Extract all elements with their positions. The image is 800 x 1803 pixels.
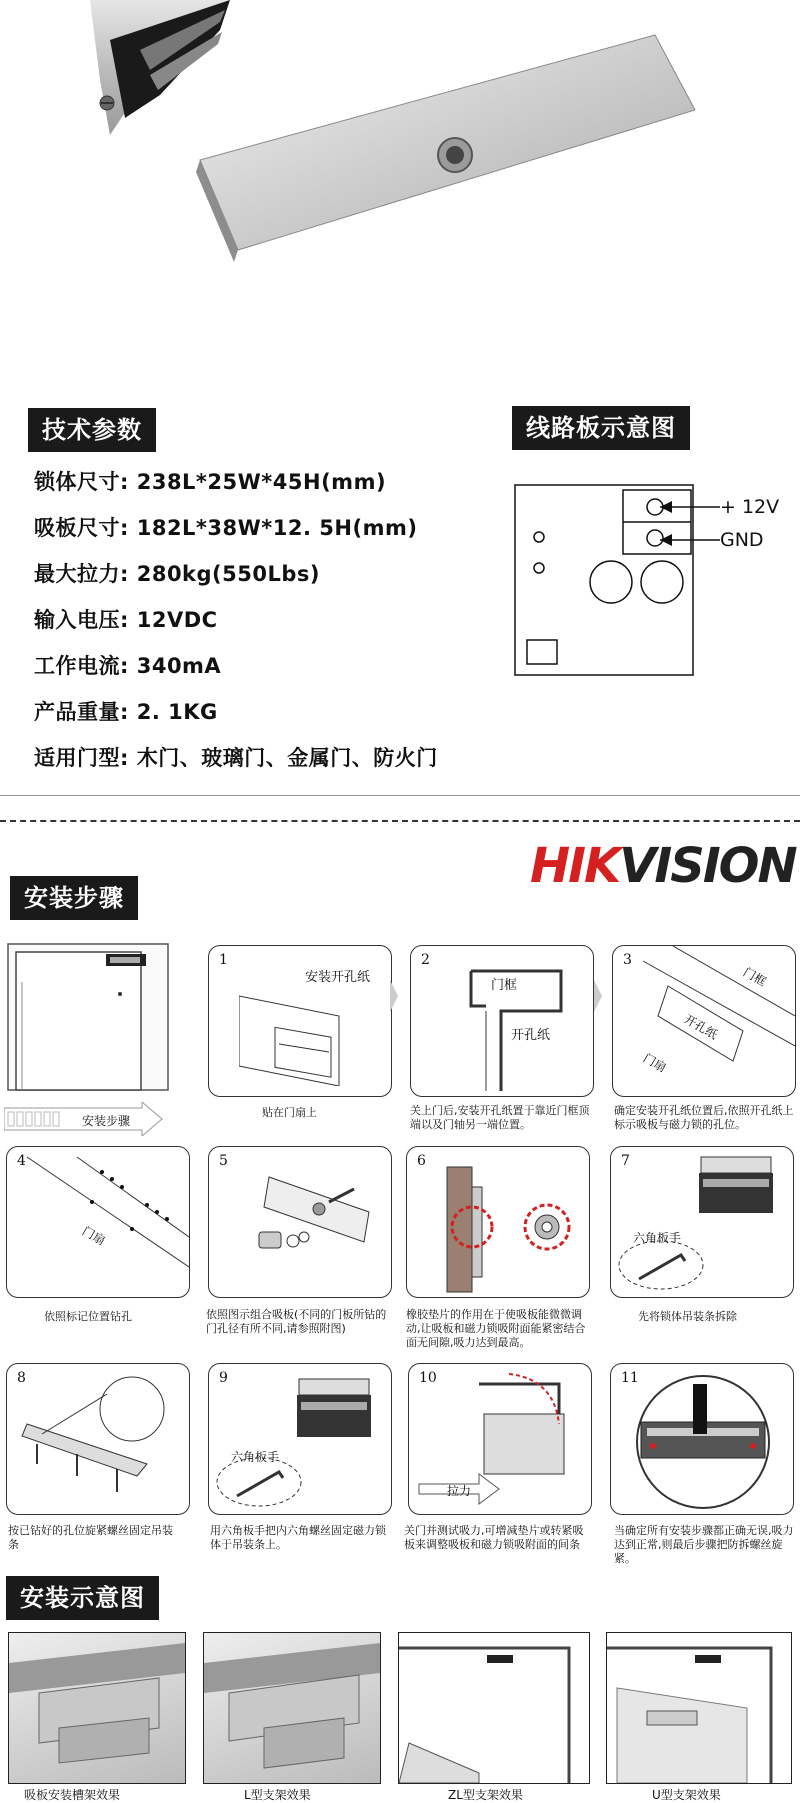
step-number: 10 xyxy=(419,1370,437,1386)
step-label: 六角板手 xyxy=(231,1450,280,1464)
step-label: 拉力 xyxy=(447,1484,472,1498)
spec-label: 工作电流: xyxy=(34,654,129,678)
specs-header: 技术参数 xyxy=(28,408,156,452)
spec-label: 产品重量: xyxy=(34,700,129,724)
photo-caption: U型支架效果 xyxy=(652,1788,721,1802)
install-arrow-label: 安装步骤 xyxy=(82,1114,131,1128)
step-number: 7 xyxy=(621,1153,630,1169)
spec-label: 输入电压: xyxy=(34,608,129,632)
step-illustration xyxy=(209,1147,391,1297)
spec-value: 280kg(550Lbs) xyxy=(136,562,320,586)
step-label: 安装开孔纸 xyxy=(305,970,371,985)
install-photo xyxy=(398,1632,590,1784)
step-card xyxy=(610,1146,794,1298)
spec-value: 木门、玻璃门、金属门、防火门 xyxy=(136,746,438,770)
step-number: 8 xyxy=(17,1370,26,1386)
step-caption: 先将锁体吊装条拆除 xyxy=(638,1310,737,1323)
step-card xyxy=(406,1146,590,1298)
spec-label: 最大拉力: xyxy=(34,562,129,586)
step-label: 门扇 xyxy=(640,1050,669,1075)
spec-row xyxy=(34,466,386,496)
spec-row xyxy=(34,650,221,680)
step-card xyxy=(208,1146,392,1298)
divider xyxy=(0,795,800,796)
step-arrow xyxy=(594,980,602,1012)
step-illustration xyxy=(409,1364,591,1514)
spec-label: 吸板尺寸: xyxy=(34,516,129,540)
step-illustration xyxy=(239,986,369,1086)
step-number: 5 xyxy=(219,1153,228,1169)
spec-value: 2. 1KG xyxy=(136,700,218,724)
step-caption: 依照标记位置钻孔 xyxy=(44,1310,132,1323)
step-arrow xyxy=(390,980,398,1012)
step-card xyxy=(410,945,594,1097)
step-card xyxy=(612,945,796,1097)
spec-row xyxy=(34,558,320,588)
spec-label: 锁体尺寸: xyxy=(34,470,129,494)
step-card xyxy=(6,1146,190,1298)
install-photo xyxy=(8,1632,186,1784)
spec-value: 12VDC xyxy=(136,608,218,632)
install-photo xyxy=(203,1632,381,1784)
step-number: 11 xyxy=(621,1370,639,1386)
step-caption: 当确定所有安装步骤都正确无误,吸力达到正常,则最后步骤把防拆螺丝旋紧。 xyxy=(614,1524,794,1565)
spec-value: 238L*25W*45H(mm) xyxy=(136,470,387,494)
step-illustration xyxy=(7,1147,189,1297)
step-illustration xyxy=(7,1364,189,1514)
step-caption: 橡胶垫片的作用在于使吸板能微微调动,让吸板和磁力锁吸附面能紧密结合面无间隙,吸力达到最高。 xyxy=(406,1308,586,1349)
step-card xyxy=(610,1363,794,1515)
hikvision-logo: HIKVISION xyxy=(530,838,796,894)
product-photo xyxy=(0,0,800,300)
photo-caption: ZL型支架效果 xyxy=(448,1788,523,1802)
step-card xyxy=(408,1363,592,1515)
spec-row xyxy=(34,696,218,726)
install-steps-header: 安装步骤 xyxy=(10,876,138,920)
step-number: 2 xyxy=(421,952,430,968)
step-number: 9 xyxy=(219,1370,228,1386)
step-caption: 确定安装开孔纸位置后,依照开孔纸上标示吸板与磁力锁的孔位。 xyxy=(614,1104,794,1131)
gnd-label: GND xyxy=(720,529,764,551)
install-photo xyxy=(606,1632,792,1784)
spec-value: 182L*38W*12. 5H(mm) xyxy=(136,516,418,540)
step-number: 4 xyxy=(17,1153,26,1169)
step-caption: 贴在门扇上 xyxy=(262,1106,317,1119)
step-label: 开孔纸 xyxy=(681,1011,720,1042)
spec-label: 适用门型: xyxy=(34,746,129,770)
step-illustration xyxy=(611,1147,793,1297)
plus-12v-label: + 12V xyxy=(720,496,780,518)
dashed-divider xyxy=(0,820,800,822)
step-label: 门框 xyxy=(491,978,518,993)
step-caption: 按已钻好的孔位旋紧螺丝固定吊装条 xyxy=(8,1524,173,1551)
photo-caption: L型支架效果 xyxy=(244,1788,311,1802)
step-number: 1 xyxy=(219,952,228,968)
spec-value: 340mA xyxy=(136,654,222,678)
step-label: 六角板手 xyxy=(633,1231,682,1245)
spec-row xyxy=(34,512,417,542)
spec-row xyxy=(34,604,218,634)
step-label: 开孔纸 xyxy=(511,1028,551,1043)
install-diagram-header: 安装示意图 xyxy=(6,1576,159,1620)
step-card xyxy=(208,945,392,1097)
step-caption: 关上门后,安装开孔纸置于靠近门框顶端以及门轴另一端位置。 xyxy=(410,1104,590,1131)
step-card xyxy=(208,1363,392,1515)
step-label: 门扇 xyxy=(79,1223,108,1248)
step-caption: 关门并测试吸力,可增减垫片或转紧吸板来调整吸板和磁力锁吸附面的间条 xyxy=(404,1524,584,1551)
photo-caption: 吸板安装槽架效果 xyxy=(24,1788,121,1802)
step-illustration xyxy=(407,1147,589,1297)
circuit-header: 线路板示意图 xyxy=(512,406,690,450)
step-illustration xyxy=(611,1364,793,1514)
step-caption: 用六角板手把内六角螺丝固定磁力锁体于吊装条上。 xyxy=(210,1524,386,1551)
door-illustration xyxy=(6,942,170,1092)
step-number: 3 xyxy=(623,952,632,968)
spec-row xyxy=(34,742,438,772)
step-caption: 依照图示组合吸板(不同的门板所钻的门孔径有所不同,请参照附图) xyxy=(206,1308,387,1335)
step-number: 6 xyxy=(417,1153,426,1169)
step-illustration xyxy=(209,1364,391,1514)
step-card xyxy=(6,1363,190,1515)
step-label: 门框 xyxy=(740,964,769,989)
